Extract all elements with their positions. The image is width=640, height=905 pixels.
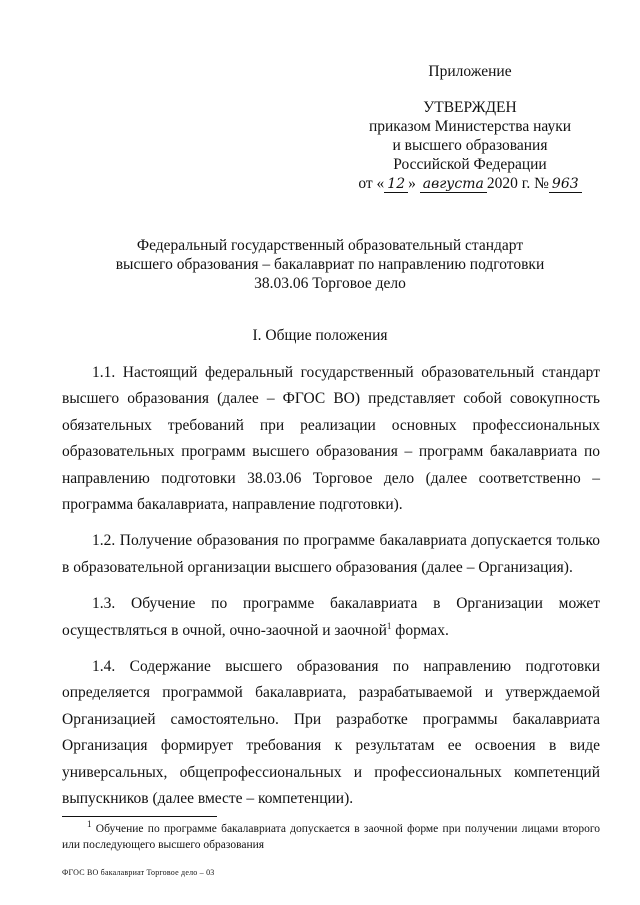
title-line-1: Федеральный государственный образовательный стандарт xyxy=(136,237,524,254)
order-month: августа xyxy=(420,176,487,193)
order-date-line xyxy=(300,174,640,194)
approval-block xyxy=(300,62,640,194)
title-line-2: высшего образования – бакалавриат по направлению подготовки xyxy=(115,256,545,273)
footnote-text: Обучение по программе бакалавриата допускается в заочной форме при получении лицами второго или последующего высшего образования xyxy=(62,823,600,851)
date-mid: » xyxy=(408,175,416,192)
date-prefix: от « xyxy=(358,175,385,192)
section-heading: I. Общие положения xyxy=(252,327,388,344)
footnote-ref[interactable]: 1 xyxy=(386,620,392,631)
appendix-label: Приложение xyxy=(428,63,512,80)
order-number: 963 xyxy=(549,176,582,193)
document-body xyxy=(62,360,600,823)
paragraph-1-2: 1.2. Получение образования по программе бакалавриата допускается только в образовательной организации высшего образования (далее – Организация). xyxy=(62,532,600,576)
approval-line-1: приказом Министерства науки xyxy=(368,118,572,135)
footnote-divider xyxy=(62,816,217,817)
title-line-3: 38.03.06 Торговое дело xyxy=(254,275,406,292)
footnote xyxy=(62,821,600,853)
paragraph-1-3 xyxy=(62,591,600,644)
paragraph-1-3-text: 1.3. Обучение по программе бакалавриата в Организации может осуществляться в очной, очно-заочной и заочной xyxy=(62,595,600,639)
page-footer: ФГОС ВО бакалавриат Торговое дело – 03 xyxy=(62,868,215,877)
order-year: 2020 г. № xyxy=(486,175,549,192)
paragraph-1-3-end: формах. xyxy=(391,621,449,639)
paragraph-1-4: 1.4. Содержание высшего образования по направлению подготовки определяется программой бакалавриата, разрабатываемой и утверждаемой Организацией самостоятельно. При разработке программы бакалавриата Организация формирует требования к результатам ее освоения в виде универсальных, общепрофессиональных и профессиональных компетенций выпускников (далее вместе – компетенции). xyxy=(62,658,600,808)
document-title xyxy=(60,236,600,293)
footnote-marker: 1 xyxy=(87,819,92,830)
approval-line-3: Российской Федерации xyxy=(393,156,547,173)
order-day: 12 xyxy=(384,176,408,193)
approval-line-2: и высшего образования xyxy=(392,137,548,154)
approved-label: УТВЕРЖДЕН xyxy=(423,99,517,116)
paragraph-1-1: 1.1. Настоящий федеральный государственный образовательный стандарт высшего образования (далее – ФГОС ВО) представляет собой совокупность обязательных требований при реализации основных профессиональных образовательных программ высшего образования – программ бакалавриата по направлению подготовки 38.03.06 Торговое дело (далее соответственно – программа бакалавриата, направление подготовки). xyxy=(62,364,600,514)
